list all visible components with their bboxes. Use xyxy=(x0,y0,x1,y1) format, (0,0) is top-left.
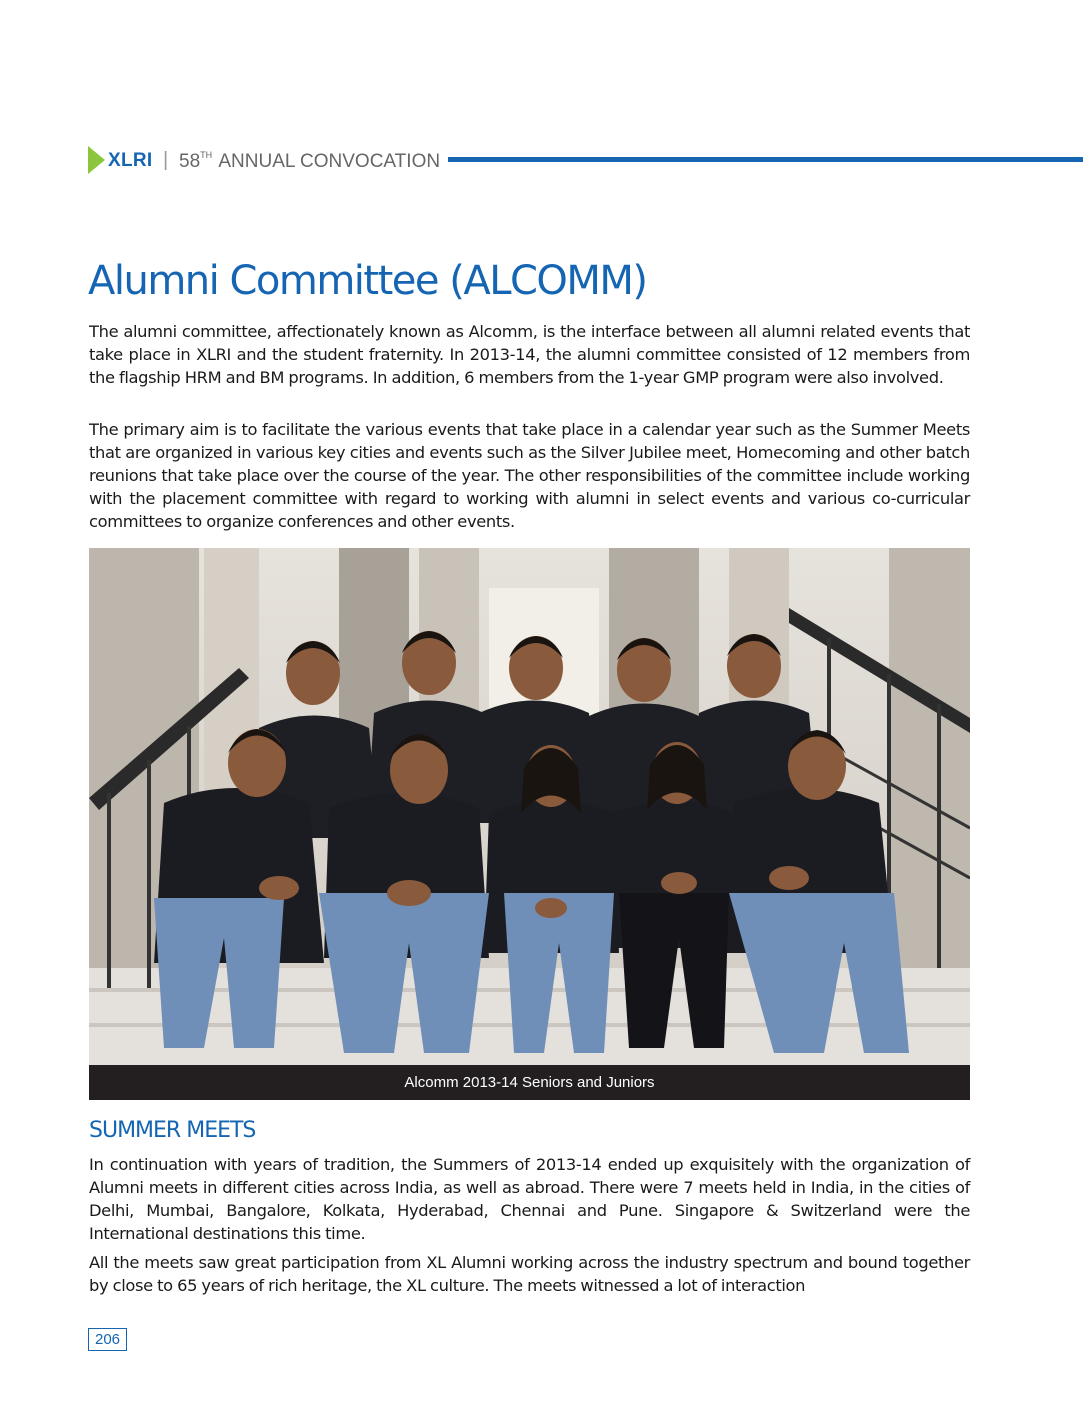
header-rule xyxy=(448,157,1083,162)
group-photo xyxy=(89,548,970,1100)
section-heading: SUMMER MEETS xyxy=(89,1118,256,1143)
page-number: 206 xyxy=(88,1328,127,1351)
convocation-text: ANNUAL CONVOCATION xyxy=(218,151,441,172)
page-title: Alumni Committee (ALCOMM) xyxy=(88,258,647,304)
group-photo-image xyxy=(89,548,970,1065)
arrow-icon xyxy=(88,146,105,174)
section-paragraph-1: In continuation with years of tradition, the Summers of 2013-14 ended up exquisitely with the organization of Alumni meets in different cities across India, as well as abroad. There were 7 meets held in India, in the cities of Delhi, Mumbai, Bangalore, Kolkata, Hyderabad, Chennai and Pune. Singapore & Switzerland were the International destinations this time. xyxy=(89,1155,970,1243)
convocation-suffix: TH xyxy=(200,150,213,160)
caption-bar xyxy=(89,1065,970,1100)
intro-paragraph-2: The primary aim is to facilitate the various events that take place in a calendar year such as the Summer Meets that are organized in various key cities and events such as the Silver Jubilee meet, Homecoming and other batch reunions that take place over the course of the year. The other responsibilities of the committee include working with the placement committee with regard to working with alumni in select events and various co-curricular committees to organize conferences and other events. xyxy=(89,420,970,531)
intro-paragraph-1: The alumni committee, affectionately known as Alcomm, is the interface between all alumni related events that take place in XLRI and the student fraternity. In 2013-14, the alumni committee consisted of 12 members from the flagship HRM and BM programs. In addition, 6 members from the 1-year GMP program were also involved. xyxy=(89,322,970,387)
convocation-label xyxy=(179,150,440,173)
section-paragraph-2: All the meets saw great participation from XL Alumni working across the industry spectrum and bound together by close to 65 years of rich heritage, the XL culture. The meets witnessed a lot of interaction xyxy=(89,1253,970,1295)
photo-caption: Alcomm 2013-14 Seniors and Juniors xyxy=(404,1074,655,1091)
page-header xyxy=(88,146,1083,176)
header-separator: | xyxy=(163,149,169,171)
convocation-number: 58 xyxy=(179,151,201,172)
brand-name: XLRI xyxy=(108,150,153,171)
